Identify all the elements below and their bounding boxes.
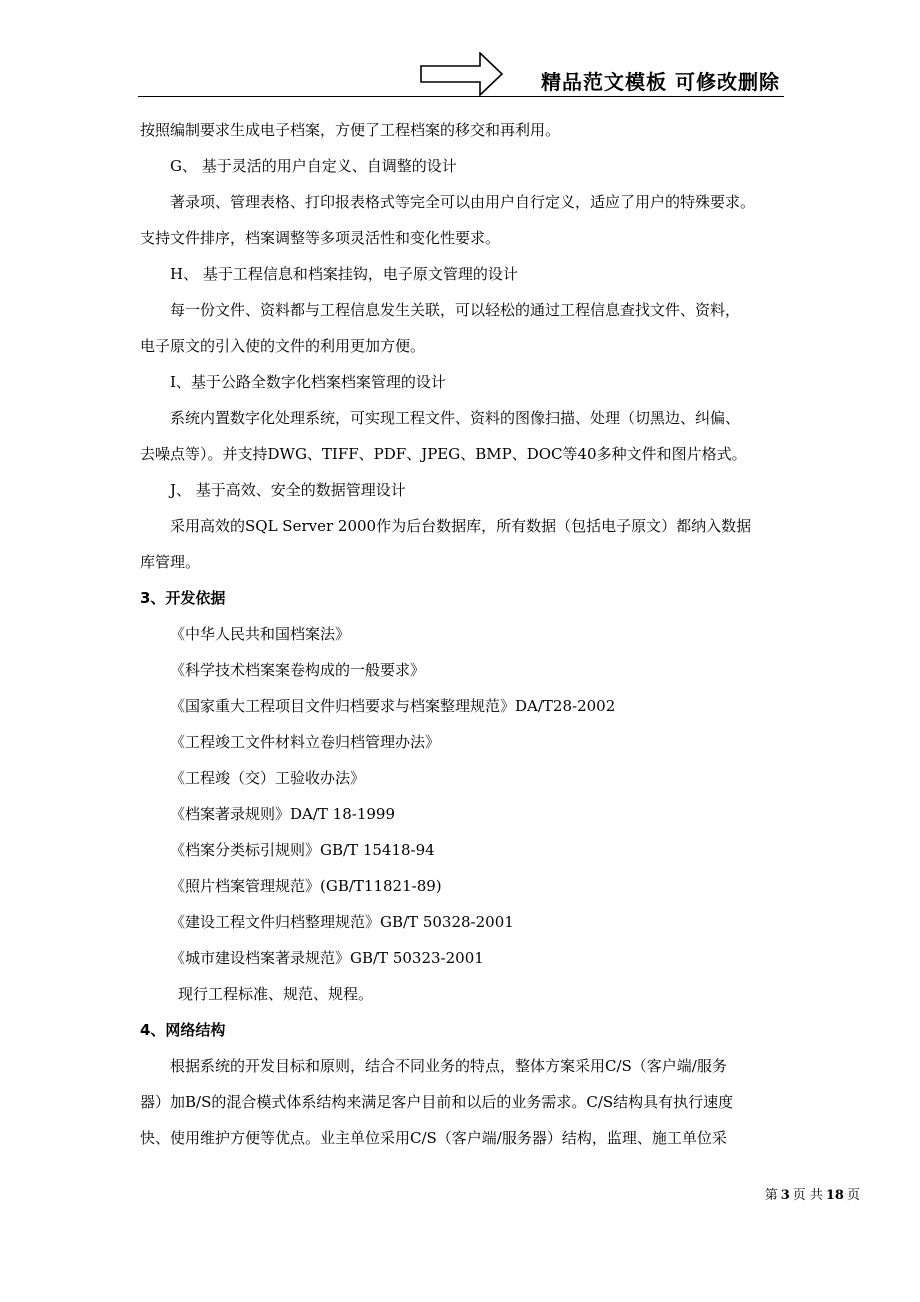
header-divider [138, 96, 784, 97]
paragraph-line: 支持文件排序，档案调整等多项灵活性和变化性要求。 [140, 229, 501, 247]
paragraph-line: 库管理。 [140, 553, 201, 571]
page-number-suffix: 页 [846, 1188, 860, 1203]
reference-item: 《照片档案管理规范》(GB/T11821-89) [170, 877, 442, 895]
paragraph-line: 按照编制要求生成电子档案，方便了工程档案的移交和再利用。 [140, 121, 561, 139]
paragraph-line: J、 基于高效、安全的数据管理设计 [170, 481, 406, 499]
reference-item: 《档案分类标引规则》GB/T 15418-94 [170, 841, 435, 859]
header-title: 精品范文模板 可修改删除 [541, 70, 780, 94]
paragraph-line: H、 基于工程信息和档案挂钩，电子原文管理的设计 [170, 265, 518, 283]
reference-item: 《城市建设档案著录规范》GB/T 50323-2001 [170, 949, 484, 967]
paragraph-line: 器）加B/S的混合模式体系结构来满足客户目前和以后的业务需求。C/S结构具有执行速度 [140, 1093, 734, 1111]
page-header [138, 52, 784, 98]
paragraph-line: 采用高效的SQL Server 2000作为后台数据库，所有数据（包括电子原文）都纳入数据 [170, 517, 752, 535]
reference-item: 《科学技术档案案卷构成的一般要求》 [170, 661, 426, 679]
paragraph-line: 去噪点等）。并支持DWG、TIFF、PDF、JPEG、BMP、DOC等40多种文件和图片格式。 [140, 445, 747, 463]
paragraph-line: G、 基于灵活的用户自定义、自调整的设计 [170, 157, 457, 175]
section-heading: 4、网络结构 [140, 1021, 226, 1039]
paragraph-line: 根据系统的开发目标和原则，结合不同业务的特点，整体方案采用C/S（客户端/服务 [170, 1057, 727, 1075]
paragraph-line: 电子原文的引入使的文件的利用更加方便。 [140, 337, 426, 355]
paragraph-line: 快、使用维护方便等优点。业主单位采用C/S（客户端/服务器）结构，监理、施工单位采 [140, 1129, 727, 1147]
right-arrow-icon [420, 52, 504, 96]
reference-item: 《国家重大工程项目文件归档要求与档案整理规范》DA/T28-2002 [170, 697, 616, 715]
page-number-middle: 页 共 [792, 1188, 823, 1203]
paragraph-line: 著录项、管理表格、打印报表格式等完全可以由用户自行定义，适应了用户的特殊要求。 [170, 193, 756, 211]
reference-item: 《中华人民共和国档案法》 [170, 625, 351, 643]
reference-item: 《工程竣工文件材料立卷归档管理办法》 [170, 733, 441, 751]
section-heading: 3、开发依据 [140, 589, 226, 607]
document-body [140, 112, 790, 1156]
paragraph-line: I、基于公路全数字化档案档案管理的设计 [170, 373, 446, 391]
paragraph-line: 系统内置数字化处理系统，可实现工程文件、资料的图像扫描、处理（切黑边、纠偏、 [170, 409, 741, 427]
reference-item: 《建设工程文件归档整理规范》GB/T 50328-2001 [170, 913, 514, 931]
total-pages: 18 [825, 1188, 844, 1203]
current-page: 3 [780, 1188, 790, 1203]
paragraph-line: 每一份文件、资料都与工程信息发生关联，可以轻松的通过工程信息查找文件、资料， [170, 301, 741, 319]
reference-item: 《档案著录规则》DA/T 18-1999 [170, 805, 396, 823]
reference-item: 《工程竣（交）工验收办法》 [170, 769, 366, 787]
page-number [765, 1184, 860, 1203]
page-number-prefix: 第 [764, 1188, 778, 1203]
reference-item: 现行工程标准、规范、规程。 [178, 985, 374, 1003]
